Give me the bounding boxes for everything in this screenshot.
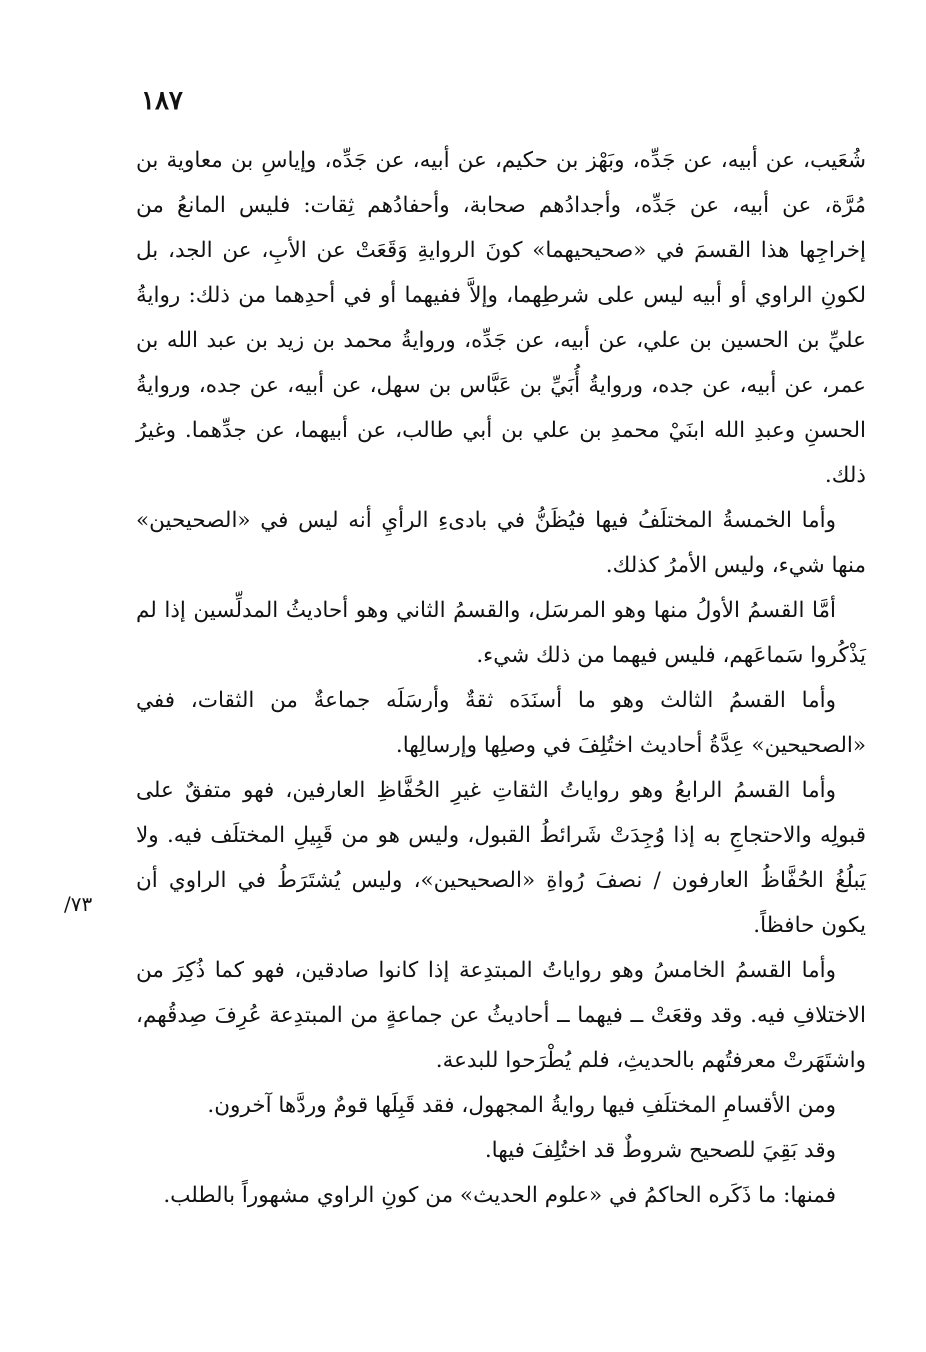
paragraph-2: وأما الخمسةُ المختلَفُ فيها فيُظَنُّ في بادىءِ الرأيِ أنه ليس في «الصحيحين» منها شيء، وليس الأمرُ كذلك. xyxy=(136,508,866,578)
paragraph-4: وأما القسمُ الثالث وهو ما أسنَدَه ثقةٌ وأرسَلَه جماعةٌ من الثقات، ففي «الصحيحين» عِدَّةُ أحاديث اختُلِفَ في وصلِها وإرسالِها. xyxy=(136,688,866,758)
margin-page-reference: ٧٣/ xyxy=(64,892,93,916)
paragraph-9: فمنها: ما ذَكَره الحاكمُ في «علوم الحديث» من كونِ الراوي مشهوراً بالطلب. xyxy=(163,1183,836,1208)
paragraph-7: ومن الأقسامِ المختلَفِ فيها روايةُ المجهول، فقد قَبِلَها قومٌ وردَّها آخرون. xyxy=(207,1093,836,1118)
body-text xyxy=(136,138,866,1218)
paragraph-5: وأما القسمُ الرابعُ وهو رواياتُ الثقاتِ غيرِ الحُفَّاظِ العارفين، فهو متفقٌ على قبولِه والاحتجاجِ به إذا وُجِدَتْ شَرائطُ القبول، وليس هو من قَبِيلِ المختلَف فيه. ولا يَبلُغُ الحُفَّاظُ العارفون / نصفَ رُواةِ «الصحيحين»، وليس يُشتَرَطُ في الراوي أن يكون حافظاً. xyxy=(136,778,866,938)
paragraph-8: وقد بَقِيَ للصحيح شروطٌ قد اختُلِفَ فيها. xyxy=(484,1138,836,1163)
paragraph-3: أمَّا القسمُ الأولُ منها وهو المرسَل، والقسمُ الثاني وهو أحاديثُ المدلِّسين إذا لم يَذْكُروا سَماعَهم، فليس فيهما من ذلك شيء. xyxy=(136,598,866,668)
page-number: ١٨٧ xyxy=(141,86,183,116)
paragraph-1: شُعَيب، عن أبيه، عن جَدِّه، وبَهْز بن حكيم، عن أبيه، عن جَدِّه، وإياسِ بن معاوية بن مُرَّة، عن أبيه، عن جَدِّه، وأجدادُهم صحابة، وأحفادُهم ثِقات: فليس المانعُ من إخراجِها هذا القسمَ في «صحيحيهما» كونَ الروايةِ وَقَعَتْ عن الأبِ، عن الجد، بل لكونِ الراوي أو أبيه ليس على شرطِهما، وإلاَّ ففيهما أو في أحدِهما من ذلك: روايةُ عليِّ بن الحسين بن علي، عن أبيه، عن جَدِّه، وروايةُ محمد بن زيد بن عبد الله بن عمر، عن أبيه، عن جده، وروايةُ أُبَيِّ بن عَبَّاس بن سهل، عن أبيه، عن جده، وروايةُ الحسنِ وعبدِ الله ابنَيْ محمدِ بن علي بن أبي طالب، عن أبيهما، عن جدِّهما. وغيرُ ذلك. xyxy=(136,148,866,488)
paragraph-6: وأما القسمُ الخامسُ وهو رواياتُ المبتدِعة إذا كانوا صادقين، فهو كما ذُكِرَ من الاختلافِ فيه. وقد وقعَتْ ــ فيهما ــ أحاديثُ عن جماعةٍ من المبتدِعة عُرِفَ صِدقُهم، واشتَهَرتْ معرفتُهم بالحديثِ، فلم يُطْرَحوا للبدعة. xyxy=(136,958,866,1073)
